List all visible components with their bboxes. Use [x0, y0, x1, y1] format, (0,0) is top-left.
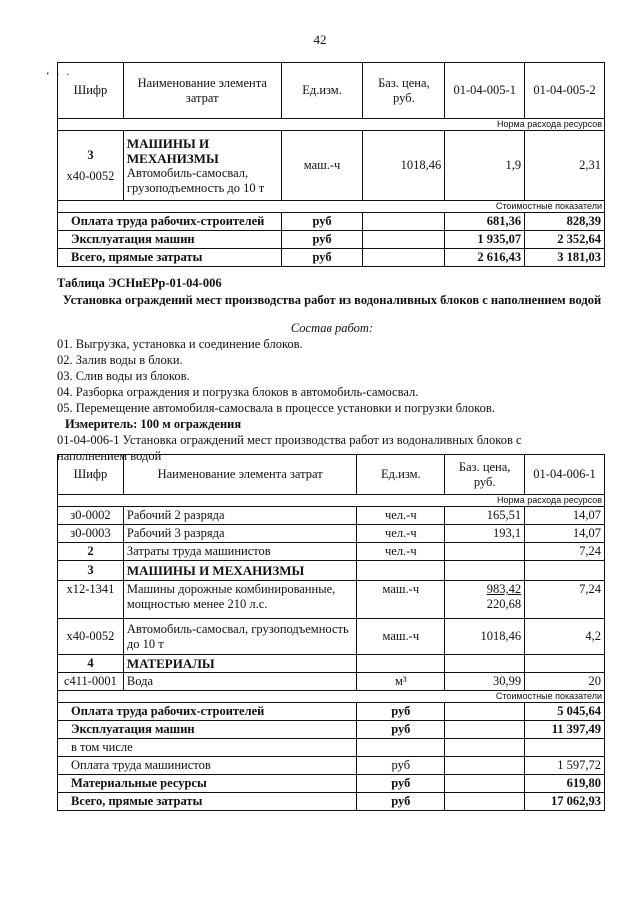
work-item: 01. Выгрузка, установка и соединение блоков. — [57, 337, 303, 351]
summary-value-2: 2 352,64 — [525, 231, 605, 249]
header-unit: Ед.изм. — [357, 455, 445, 495]
machine-value: 4,2 — [525, 619, 605, 655]
machine-unit: маш.-ч — [357, 581, 445, 619]
meter: Измеритель: 100 м ограждения — [65, 417, 242, 431]
summary-value — [525, 739, 605, 757]
summary-name: Эксплуатация машин — [58, 231, 282, 249]
summary-value: 17 062,93 — [525, 793, 605, 811]
machine-price: 983,42 — [486, 582, 522, 596]
summary-value: 619,80 — [525, 775, 605, 793]
header-price: Баз. цена, руб. — [363, 63, 445, 119]
summary-name: Материальные ресурсы — [58, 775, 357, 793]
resource-table-2 — [57, 454, 605, 811]
work-item: 04. Разборка ограждения и погрузка блоков в автомобиль-самосвал. — [57, 385, 419, 399]
summary-unit: руб — [357, 721, 445, 739]
work-item: 02. Залив воды в блоки. — [57, 353, 183, 367]
section-title: МАШИНЫ И МЕХАНИЗМЫ — [126, 135, 219, 166]
labor-price: 165,51 — [445, 507, 525, 525]
machine-code: х40-0052 — [58, 619, 124, 655]
row-price: 1018,46 — [363, 131, 445, 201]
header-col-006-1: 01-04-006-1 — [525, 455, 605, 495]
machines-title: МАШИНЫ И МЕХАНИЗМЫ — [123, 561, 357, 581]
summary-unit: руб — [357, 757, 445, 775]
summary-unit: руб — [357, 775, 445, 793]
labor-unit: чел.-ч — [357, 507, 445, 525]
labor-code: з0-0002 — [58, 507, 124, 525]
machinists-name: Затраты труда машинистов — [123, 543, 357, 561]
material-name: Вода — [123, 673, 357, 691]
norm-label: Норма расхода ресурсов — [58, 495, 605, 507]
summary-unit: руб — [281, 231, 363, 249]
header-col-005-2: 01-04-005-2 — [525, 63, 605, 119]
resource-table-1 — [57, 62, 605, 267]
machine-code: х12-1341 — [58, 581, 124, 619]
summary-value: 1 597,72 — [525, 757, 605, 775]
row-value-2: 2,31 — [525, 131, 605, 201]
scan-marks: ʻ ˑ ˑ — [46, 70, 72, 82]
summary-value-1: 2 616,43 — [445, 249, 525, 267]
work-item: 05. Перемещение автомобиля-самосвала в процессе установки и погрузки блоков. — [57, 401, 495, 415]
header-name: Наименование элемента затрат — [123, 455, 357, 495]
material-price: 30,99 — [445, 673, 525, 691]
row-name: Автомобиль-самосвал, грузоподъемность до 10 т — [126, 165, 265, 195]
summary-value-2: 3 181,03 — [525, 249, 605, 267]
machinists-unit: чел.-ч — [357, 543, 445, 561]
summary-value-1: 1 935,07 — [445, 231, 525, 249]
header-unit: Ед.изм. — [281, 63, 363, 119]
summary-name: Оплата труда машинистов — [58, 757, 357, 775]
material-value: 20 — [525, 673, 605, 691]
table-label: Таблица ЭСНиЕРр-01-04-006 — [57, 276, 222, 290]
materials-number: 4 — [58, 655, 124, 673]
header-price: Баз. цена, руб. — [445, 455, 525, 495]
labor-price: 193,1 — [445, 525, 525, 543]
labor-name: Рабочий 2 разряда — [123, 507, 357, 525]
labor-value: 14,07 — [525, 507, 605, 525]
labor-code: з0-0003 — [58, 525, 124, 543]
summary-value: 5 045,64 — [525, 703, 605, 721]
item-title: 01-04-006-1 Установка ограждений мест производства работ из водоналивных блоков с наполнением водой — [57, 433, 522, 463]
summary-unit: руб — [357, 793, 445, 811]
summary-name: Всего, прямые затраты — [58, 793, 357, 811]
summary-name: Оплата труда рабочих-строителей — [58, 213, 282, 231]
machine-unit: маш.-ч — [357, 619, 445, 655]
header-code: Шифр — [58, 63, 124, 119]
summary-name: Всего, прямые затраты — [58, 249, 282, 267]
page-number: 42 — [313, 32, 327, 47]
materials-title: МАТЕРИАЛЫ — [123, 655, 357, 673]
summary-name: Эксплуатация машин — [58, 721, 357, 739]
summary-value-2: 828,39 — [525, 213, 605, 231]
cost-label: Стоимостные показатели — [58, 201, 605, 213]
machine-name: Машины дорожные комбинированные, мощностью менее 210 л.с. — [123, 581, 357, 619]
summary-unit — [357, 739, 445, 757]
header-name: Наименование элемента затрат — [123, 63, 281, 119]
summary-name: в том числе — [58, 739, 357, 757]
machine-value: 7,24 — [525, 581, 605, 619]
summary-value: 11 397,49 — [525, 721, 605, 739]
row-unit: маш.-ч — [281, 131, 363, 201]
row-code: х40-0052 — [66, 168, 115, 183]
machines-number: 3 — [58, 561, 124, 581]
cost-label: Стоимостные показатели — [58, 691, 605, 703]
material-code: с411-0001 — [58, 673, 124, 691]
labor-name: Рабочий 3 разряда — [123, 525, 357, 543]
material-unit: м³ — [357, 673, 445, 691]
machine-price-2: 220,68 — [486, 597, 522, 611]
norm-label: Норма расхода ресурсов — [58, 119, 605, 131]
labor-value: 14,07 — [525, 525, 605, 543]
header-col-005-1: 01-04-005-1 — [445, 63, 525, 119]
work-item: 03. Слив воды из блоков. — [57, 369, 190, 383]
labor-unit: чел.-ч — [357, 525, 445, 543]
section-number: 3 — [87, 147, 94, 162]
summary-value-1: 681,36 — [445, 213, 525, 231]
header-code: Шифр — [58, 455, 124, 495]
machine-price: 1018,46 — [445, 619, 525, 655]
machinists-number: 2 — [58, 543, 124, 561]
composition-label: Состав работ: — [290, 321, 374, 335]
summary-unit: руб — [281, 249, 363, 267]
summary-name: Оплата труда рабочих-строителей — [58, 703, 357, 721]
section-title: Установка ограждений мест производства работ из водоналивных блоков с наполнением водой — [62, 293, 602, 307]
row-value-1: 1,9 — [445, 131, 525, 201]
machinists-value: 7,24 — [525, 543, 605, 561]
machine-name: Автомобиль-самосвал, грузоподъемность до 10 т — [123, 619, 357, 655]
summary-unit: руб — [357, 703, 445, 721]
summary-unit: руб — [281, 213, 363, 231]
